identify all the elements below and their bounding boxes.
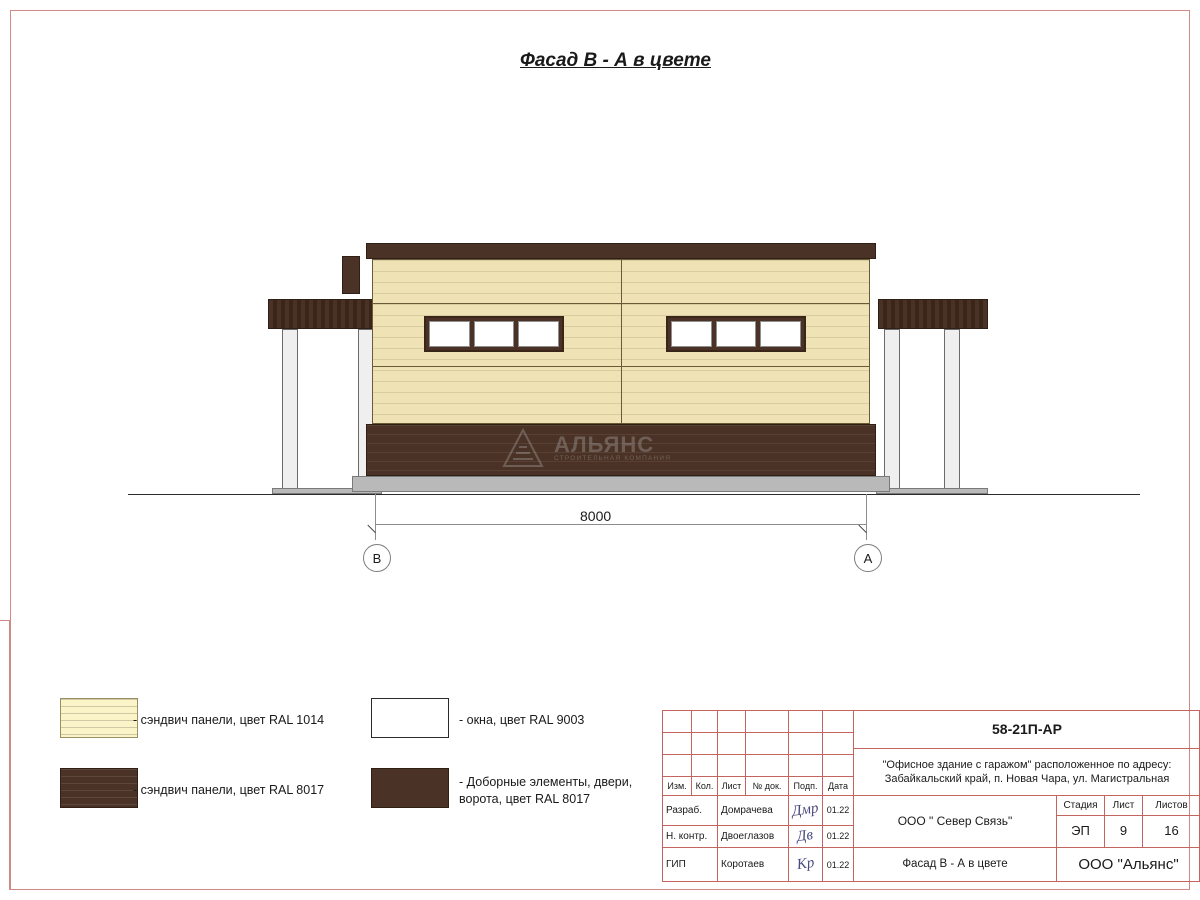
panel-seam-vertical bbox=[621, 259, 622, 424]
stamp-blank-cell bbox=[692, 711, 718, 733]
stamp-stage-header: Стадия bbox=[1057, 796, 1105, 816]
stamp-lists-header: Листов bbox=[1143, 796, 1200, 816]
legend-label-sandwich-8017: - сэндвич панели, цвет RAL 8017 bbox=[133, 783, 325, 797]
chimney bbox=[342, 256, 360, 294]
stamp-blank-cell bbox=[692, 755, 718, 777]
stamp-designer: ООО "Альянс" bbox=[1078, 856, 1179, 874]
stamp-stage-value: ЭП bbox=[1057, 816, 1105, 848]
legend-label-windows-9003: - окна, цвет RAL 9003 bbox=[459, 713, 585, 727]
stamp-signature-razrab bbox=[789, 796, 823, 826]
stamp-blank-cell bbox=[663, 711, 692, 733]
stamp-blank-cell bbox=[823, 755, 854, 777]
stamp-col-kol: Кол. bbox=[692, 777, 718, 796]
window-pane bbox=[474, 321, 515, 347]
window-left bbox=[424, 316, 564, 352]
ground-line bbox=[128, 494, 1140, 495]
signature-glyph: Кр bbox=[795, 855, 816, 874]
stamp-blank-cell bbox=[663, 755, 692, 777]
stamp-blank-cell bbox=[789, 733, 823, 755]
stamp-project-code: 58-21П-АР bbox=[854, 711, 1200, 749]
stamp-blank-cell bbox=[718, 711, 746, 733]
stamp-col-list: Лист bbox=[718, 777, 746, 796]
canopy-column-right-inner bbox=[884, 329, 900, 492]
title-block bbox=[662, 710, 1200, 882]
canopy-roof-right bbox=[878, 299, 988, 329]
stamp-col-data: Дата bbox=[823, 777, 854, 796]
stamp-col-izm: Изм. bbox=[663, 777, 692, 796]
stamp-date-razrab: 01.22 bbox=[823, 796, 854, 826]
stamp-date-nkontr: 01.22 bbox=[823, 826, 854, 848]
stamp-list-header: Лист bbox=[1105, 796, 1143, 816]
legend-swatch-accessories-8017 bbox=[371, 768, 449, 808]
stamp-signature-gip bbox=[789, 848, 823, 882]
stamp-blank-cell bbox=[746, 755, 789, 777]
stamp-sheet-title: Фасад В - А в цвете bbox=[854, 848, 1057, 882]
watermark-subtitle: СТРОИТЕЛЬНАЯ КОМПАНИЯ bbox=[554, 455, 672, 463]
stamp-date-gip: 01.22 bbox=[823, 848, 854, 882]
window-pane bbox=[518, 321, 559, 347]
legend-label-accessories-8017: - Доборные элементы, двери, ворота, цвет RAL 8017 bbox=[459, 775, 633, 806]
canopy-column-right-outer bbox=[944, 329, 960, 492]
stamp-blank-cell bbox=[823, 733, 854, 755]
axis-marker-right: А bbox=[854, 544, 882, 572]
stamp-blank-cell bbox=[718, 733, 746, 755]
stamp-blank-cell bbox=[789, 711, 823, 733]
stamp-customer: ООО " Север Связь" bbox=[854, 796, 1057, 848]
legend-swatch-windows-9003 bbox=[371, 698, 449, 738]
stamp-blank-cell bbox=[692, 733, 718, 755]
stamp-blank-cell bbox=[789, 755, 823, 777]
window-pane bbox=[716, 321, 757, 347]
stamp-blank-cell bbox=[823, 711, 854, 733]
stamp-role-gip: ГИП bbox=[663, 848, 718, 882]
axis-marker-left: В bbox=[363, 544, 391, 572]
watermark-name: АЛЬЯНС bbox=[554, 432, 655, 458]
stamp-blank-cell bbox=[746, 733, 789, 755]
signature-glyph: Дмр bbox=[791, 800, 820, 820]
stamp-role-razrab: Разраб. bbox=[663, 796, 718, 826]
window-pane bbox=[429, 321, 470, 347]
window-pane bbox=[760, 321, 801, 347]
stamp-object-name: "Офисное здание с гаражом" расположенное по адресу: Забайкальский край, п. Новая Чара, ул. Магистральная bbox=[854, 749, 1200, 796]
roof-parapet bbox=[366, 243, 876, 259]
stamp-col-doc: № док. bbox=[746, 777, 789, 796]
plinth-band bbox=[366, 424, 876, 476]
stamp-role-nkontr: Н. контр. bbox=[663, 826, 718, 848]
base-slab bbox=[352, 476, 890, 492]
sheet-border-left-strip bbox=[0, 620, 10, 890]
stamp-name-nkontr: Двоеглазов bbox=[718, 826, 789, 848]
stamp-blank-cell bbox=[663, 733, 692, 755]
stamp-list-value: 9 bbox=[1105, 816, 1143, 848]
stamp-blank-cell bbox=[718, 755, 746, 777]
legend-swatch-sandwich-8017 bbox=[60, 768, 138, 808]
legend-swatch-sandwich-1014 bbox=[60, 698, 138, 738]
signature-glyph: Дв bbox=[796, 826, 815, 845]
stamp-name-razrab: Домрачева bbox=[718, 796, 789, 826]
stamp-signature-nkontr bbox=[789, 826, 823, 848]
window-right bbox=[666, 316, 806, 352]
canopy-column-left-outer bbox=[282, 329, 298, 492]
dimension-value: 8000 bbox=[580, 508, 612, 524]
legend-label-sandwich-1014: - сэндвич панели, цвет RAL 1014 bbox=[133, 713, 325, 727]
window-pane bbox=[671, 321, 712, 347]
canopy-roof-left bbox=[268, 299, 378, 329]
stamp-blank-cell bbox=[746, 711, 789, 733]
stamp-lists-value: 16 bbox=[1143, 816, 1200, 848]
stamp-name-gip: Коротаев bbox=[718, 848, 789, 882]
dimension-line bbox=[375, 524, 867, 525]
stamp-col-podp: Подп. bbox=[789, 777, 823, 796]
page-title: Фасад В - А в цвете bbox=[520, 50, 711, 71]
